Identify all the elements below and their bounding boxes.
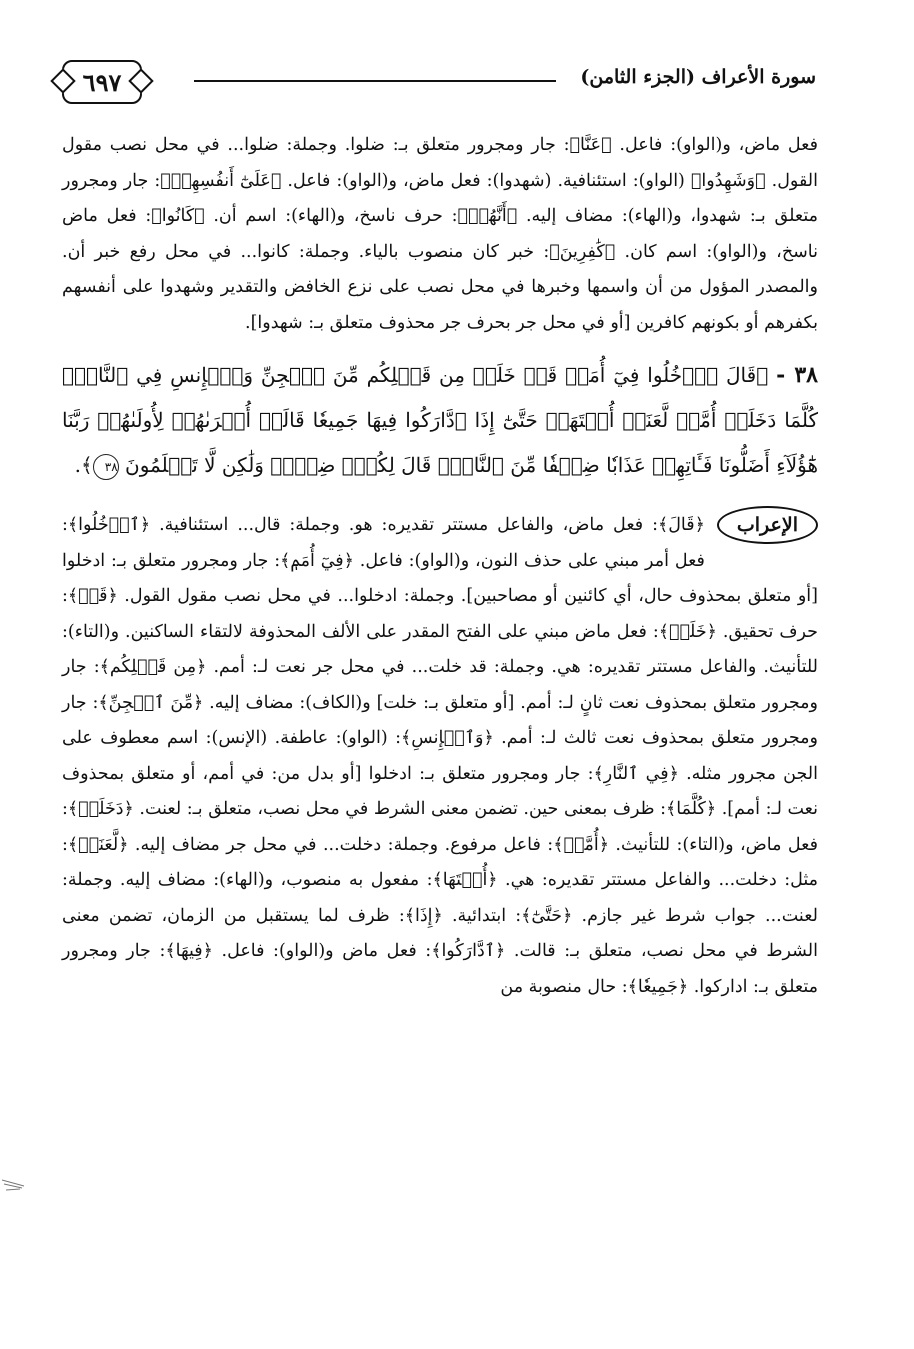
page-content (62, 128, 818, 1005)
margin-scribble-icon (0, 1176, 28, 1196)
verse-text: ﴿قَالَ ٱدۡخُلُوا فِيٓ أُمَمٖ قَدۡ خَلَتۡ مِن قَبۡلِكُم مِّنَ ٱلۡجِنِّ وَٱلۡإِنسِ فِي ٱلنَّارِۖ كُلَّمَا دَخَلَتۡ أُمَّةٞ لَّعَنَتۡ أُخۡتَهَاۖ حَتَّىٰٓ إِذَا ٱدَّارَكُوا فِيهَا جَمِيعٗا قَالَتۡ أُخۡرَىٰهُمۡ لِأُولَىٰهُمۡ رَبَّنَا هَٰٓؤُلَآءِ أَضَلُّونَا فَـَٔاتِهِمۡ عَذَابٗا ضِعۡفٗا مِّنَ ٱلنَّارِۖ قَالَ لِكُلّٖ ضِعۡفٞ وَلَٰكِن لَّا تَعۡلَمُونَ (62, 363, 818, 477)
ayah-end-mark: ٣٨ (93, 454, 119, 480)
running-title: سورة الأعراف (الجزء الثامن) (580, 66, 816, 88)
page-number-frame (62, 60, 142, 104)
page-number: ٦٩٧ (82, 67, 122, 97)
paragraph-1: فعل ماض، و(الواو): فاعل. ﴿عَنَّا﴾: جار ومجرور متعلق بـ: ضلوا. وجملة: ضلوا... في محل نصب مقول القول. ﴿وَشَهِدُوا﴾ (الواو): استئنافية. (شهدوا): فعل ماض، و(الواو): فاعل. ﴿عَلَىٰٓ أَنفُسِهِمۡ﴾: جار ومجرور متعلق بـ: شهدوا، و(الهاء): مضاف إليه. ﴿أَنَّهُمۡ﴾: حرف ناسخ، و(الهاء): اسم أن. ﴿كَانُوا﴾: فعل ماض ناسخ، و(الواو): اسم كان. ﴿كَٰفِرِينَ﴾: خبر كان منصوب بالياء. وجملة: كانوا... في محل رفع خبر أن. والمصدر المؤول من أن واسمها وخبرها في محل نصب على نزع الخافض والتقدير وشهدوا على أنفسهم بكفرهم أو بكونهم كافرين [أو في محل جر بحرف جر محذوف متعلق بـ: شهدوا]. (62, 135, 818, 333)
quran-verse (62, 353, 818, 488)
irab-text: ﴿قَالَ﴾: فعل ماض، والفاعل مستتر تقديره: هو. وجملة: قال... استئنافية. ﴿ٱدۡخُلُوا﴾: فعل أمر مبني على حذف النون، و(الواو): فاعل. ﴿فِيٓ أُمَمٖ﴾: جار ومجرور متعلق بـ: ادخلوا [أو متعلق بمحذوف حال، أي كائنين أو مصاحبين]. وجملة: ادخلوا... في محل نصب مقول القول. ﴿قَدۡ﴾: حرف تحقيق. ﴿خَلَتۡ﴾: فعل ماض مبني على الفتح المقدر على الألف المحذوفة لالتقاء الساكنين. و(التاء): للتأنيث. والفاعل مستتر تقديره: هي. وجملة: قد خلت... في محل جر نعت لـ: أمم. ﴿مِن قَبۡلِكُم﴾: جار ومجرور متعلق بمحذوف نعت ثانٍ لـ: أمم. [أو متعلق بـ: خلت] و(الكاف): مضاف إليه. ﴿مِّنَ ٱلۡجِنِّ﴾: جار ومجرور متعلق بمحذوف نعت ثالث لـ: أمم. ﴿وَٱلۡإِنسِ﴾: (الواو): عاطفة. (الإنس): اسم معطوف على الجن مجرور مثله. ﴿فِي ٱلنَّارِ﴾: جار ومجرور متعلق بـ: ادخلوا [أو بدل من: في أمم، أو متعلق بمحذوف نعت لـ: أمم]. ﴿كُلَّمَا﴾: ظرف بمعنى حين. تضمن معنى الشرط في محل نصب، متعلق بـ: لعنت. ﴿دَخَلَتۡ﴾: فعل ماض، و(التاء): للتأنيث. ﴿أُمَّةٞ﴾: فاعل مرفوع. وجملة: دخلت... في محل جر مضاف إليه. ﴿لَّعَنَتۡ﴾: مثل: دخلت... والفاعل مستتر تقديره: هي. ﴿أُخۡتَهَا﴾: مفعول به منصوب، و(الهاء): مضاف إليه. وجملة: لعنت... جواب شرط غير جازم. ﴿حَتَّىٰٓ﴾: ابتدائية. ﴿إِذَا﴾: ظرف لما يستقبل من الزمان، تضمن معنى الشرط في محل نصب، متعلق بـ: قالت. ﴿ٱدَّارَكُوا﴾: فعل ماض و(الواو): فاعل. ﴿فِيهَا﴾: جار ومجرور متعلق بـ: اداركوا. ﴿جَمِيعٗا﴾: حال منصوبة من (62, 515, 818, 997)
header-divider (194, 80, 556, 82)
verse-close: ﴾. (74, 453, 93, 477)
verse-number: ٣٨ - (776, 362, 818, 388)
irab-heading: الإعراب (717, 506, 818, 544)
irab-section (62, 508, 818, 1005)
page-header (60, 58, 816, 106)
